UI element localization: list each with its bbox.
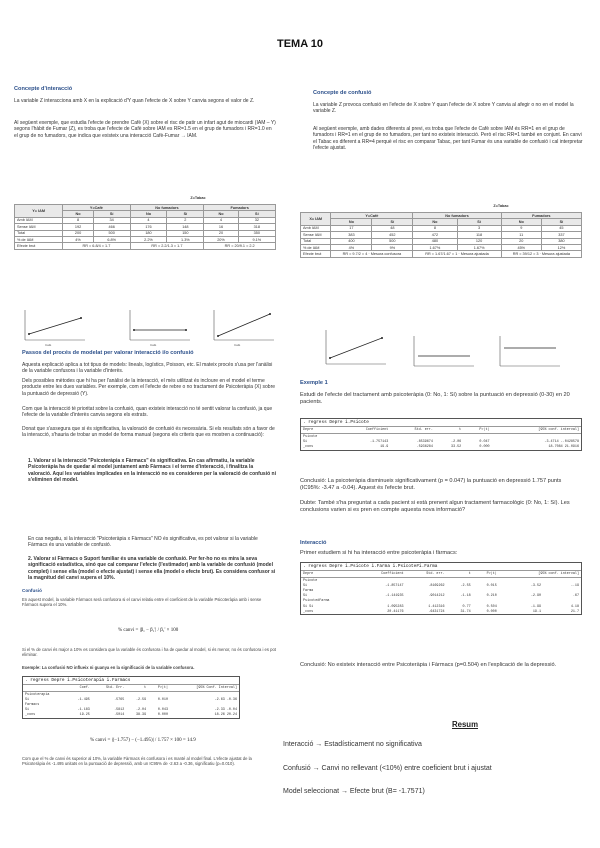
regression-column-header: [95% conf. interval] — [499, 571, 581, 578]
regression-value: -2.55 — [460, 583, 471, 588]
regression-value: -1.18 — [460, 594, 471, 599]
regression-column-header: [95% Conf. Interval] — [170, 685, 239, 692]
interaction-heading: Concepte d'interacció — [14, 86, 73, 92]
regression-column-header: t — [447, 571, 473, 578]
table-cell: 2.2% — [130, 236, 167, 242]
table-cell: 2 — [167, 217, 204, 223]
interaction-paragraph-1: La variable Z interacciona amb X en la explicació d'Y quan l'efecte de X sobre Y canvia segons el valor de Z. — [14, 98, 255, 104]
summary-line-confusion: Confusió → Canvi no rellevant (<10%) entre coeficient brut i ajustat — [283, 765, 492, 772]
row-label: Total — [15, 230, 63, 236]
effect-cell: RR = 1.67/1.67 = 1 · Mesura ajustada — [413, 251, 501, 257]
regression-column-header: [95% conf. interval] — [492, 427, 581, 434]
regression-column-header: Std. Err. — [92, 685, 126, 692]
confusion-crude-plot — [316, 328, 388, 372]
confusion-note-heading: Confusió — [22, 588, 42, 593]
regression-column-header: P>|t| — [148, 685, 170, 692]
table-cell: 472 — [413, 232, 457, 238]
example-note: Exemple: La confusió NO influeix ni guanya en la significació de la variable confusora. — [22, 665, 195, 670]
table-cell: 192 — [63, 224, 94, 230]
table-cell: 8 — [63, 217, 94, 223]
table-cell: 337 — [541, 232, 581, 238]
regression-term: Psicoterapia — [25, 692, 50, 697]
regression-value: .6431724 — [428, 609, 445, 614]
column-header: Sí — [372, 219, 413, 225]
regression-value: .5812 — [114, 708, 125, 713]
regression-value: -2.06 — [451, 439, 462, 444]
table-cell: 20 — [204, 230, 238, 236]
final-paragraph: Com que el % de canvi és superior al 10%, la variable Fàrmacs és confusora i es manté al model final. L'efecte ajustat de la Psicoteràpia és -1.495 unitats en la puntuació de depressió, amb un IC95% de -2.63 a -0.36, significatiu (p=0.010). — [22, 756, 252, 767]
row-label: Efecte brut — [15, 243, 63, 249]
regression-row — [301, 609, 581, 614]
regression-column-header: P>|t| — [473, 571, 499, 578]
svg-text:Cafè: Cafè — [45, 343, 52, 347]
regression-command: . regress Depre i.Psicote i.Farma i.Psicote#i.Farma — [301, 563, 581, 571]
regression-value: 0.77 — [462, 604, 471, 609]
effect-cell: RR = 9.7/2 = 4 · Mesura confusora — [331, 251, 413, 257]
regression-value: 0.043 — [157, 708, 168, 713]
table-top-header: Z=Tabac — [190, 196, 206, 200]
confusion-paragraph-1: La variable Z provoca confusió en l'efecte de X sobre Y quan l'efecte de X sobre Y canvia al afegir o no en el model la variable Z. — [313, 102, 574, 115]
after-formula-note: Si el % de canvi és major a 10% es considera que la variable és confusora i ha de quedar al model, si és menor, no és confusora i es pot eliminar. — [22, 647, 276, 658]
column-header: Sí — [457, 219, 501, 225]
regression-value: 20.41176 — [387, 609, 404, 614]
regression-value: .5936284 — [416, 444, 433, 449]
regression-term: _cons — [25, 713, 36, 718]
regression-value: 1.412316 — [428, 604, 445, 609]
table-top-header: Z=Tabac — [493, 204, 509, 208]
regression-table — [23, 685, 239, 718]
adjusted-regression-output — [22, 676, 240, 719]
regression-term: Si — [25, 708, 30, 713]
regression-value: .5014 — [114, 713, 125, 718]
confusion-non-smokers-plot — [404, 334, 476, 372]
effect-cell: RR = 39/12 = 3 · Mesura ajustada — [501, 251, 581, 257]
table-cell: 180 — [130, 230, 167, 236]
confusion-heading: Concepte de confusió — [313, 90, 372, 96]
column-header: No — [331, 219, 372, 225]
regression-value: -1.99 — [530, 604, 542, 609]
row-label: % de IAM — [15, 236, 63, 242]
steps-paragraph-4: Donat que s'assegura que si és significativa, la valoració de confusió és necessària. Si els resultats són a favor de la interacció, s'hauria de trobar un model de forma manual (segons els criteris que es mostren a continuació): — [22, 426, 275, 439]
regression-row — [301, 444, 581, 449]
regression-value: -2.90 — [530, 594, 542, 599]
regression-value: 31.74 — [460, 609, 471, 614]
effect-cell: RR = 2.2/1.3 = 1.7 — [130, 243, 204, 249]
regression-value: 33.52 — [451, 444, 462, 449]
regression-table — [301, 571, 581, 614]
table-cell: 500 — [372, 238, 413, 244]
regression-value: 0.047 — [479, 439, 490, 444]
regression-value: 18.26 20.24 — [214, 713, 237, 718]
regression-value: 0.015 — [486, 583, 497, 588]
column-header: No — [204, 211, 238, 217]
column-header: Sí — [541, 219, 581, 225]
regression-value: -2.59 — [135, 697, 147, 702]
interaction-example-heading: Interacció — [300, 540, 327, 546]
table-cell: 1.67% — [413, 244, 457, 250]
row-header: X= IAM — [301, 213, 331, 226]
regression-term: Farmacs — [25, 702, 40, 707]
steps-paragraph-3: Com que la interacció té prioritat sobre la confusió, quan existeix interacció no té sentit valorar la confusió, ja que l'efecte de la variable d'interès canvia segons els estrats. — [22, 406, 273, 419]
regression-value: 0.000 — [479, 444, 490, 449]
table-row — [15, 243, 276, 249]
table-cell: 34 — [93, 217, 130, 223]
regression-value: 0.000 — [157, 713, 168, 718]
non-smokers-effect-plot — [120, 306, 192, 348]
table-cell: 480 — [413, 238, 457, 244]
table-cell: 120 — [457, 238, 501, 244]
regression-value: -1.757143 — [369, 439, 389, 444]
regression-value: .8539674 — [416, 439, 433, 444]
confusion-note: En aquest model, la variable Fàrmacs serà confusora si el canvi relatiu entre el coeficient de la variable Psicoteràpia amb i sense Fàrmacs supera el 10%. — [22, 597, 262, 608]
steps-paragraph-1: Aquesta explicació aplica a tot tipus de models: lineals, logístics, Poisson, etc. El mateix procés s'usa per l'anàlisi de la variable confusora i la variable d'interès. — [22, 362, 273, 375]
table-cell: 4 — [130, 217, 167, 223]
regression-value: -2.33 -0.04 — [214, 708, 237, 713]
table-cell: 176 — [130, 224, 167, 230]
table-cell: 4 — [204, 217, 238, 223]
crude-header: Y=Cafè — [331, 213, 413, 219]
svg-text:Cafè: Cafè — [150, 343, 157, 347]
interaction-regression-output — [300, 562, 582, 615]
table-cell: 45% — [501, 244, 541, 250]
stratum-header: Fumadors — [501, 213, 581, 219]
row-label: Sense IAM — [15, 224, 63, 230]
step-1: 1. Valorar si la interacció "Psicoteràpia x Fàrmacs" és significativa. En cas afirmatiu, la variable Psicoteràpia ha de quedar al model juntament amb Fàrmacs i el terme d'interacció, i finalitza la valoració. Aquí les variables implicades en la interacció no es consideren per la valoració de confusió ni s'eliminen del model. — [28, 458, 276, 484]
regression-row — [23, 713, 239, 718]
regression-value: 19.9 — [380, 444, 389, 449]
steps-paragraph-2: Dels possibles mètodes que hi ha per l'anàlisi de la interacció, el més utilitzat és incloure en el model el terme producte entre les dues variables. Per exemple, com el l'efecte de rebre o no tractament de Psicoteràpia (X) sobre la puntuació de depressió (Y). — [22, 378, 276, 397]
regression-column-header: Depre — [301, 571, 357, 578]
regression-column-header: P>|t| — [463, 427, 491, 434]
regression-command: . regress Depre i.Psicote — [301, 419, 581, 427]
regression-column-header: Coefficient — [337, 427, 390, 434]
column-header: No — [130, 211, 167, 217]
regression-value: 19.1 — [532, 609, 542, 614]
table-cell: 350 — [238, 230, 275, 236]
crude-effect-plot — [15, 306, 87, 348]
table-cell: 4% — [63, 236, 94, 242]
regression-term: Si — [303, 594, 308, 599]
table-cell: 318 — [238, 224, 275, 230]
regression-value: -3.4714 -.0428578 — [544, 439, 579, 444]
interaction-paragraph-2: Al següent exemple, que estudia l'efecte de prendre Cafè (X) sobre el risc de patir un infart agut de miocardi (IAM – Y) segons l'hàbit de Fumar (Z), es troba que l'efecte de Cafè sobre IAM es RR=1.5 en el grup de fumadors i RR=1.0 en el grup de no fumadors, que indica que existeix una interacció Cafè-Fumar → IAM. — [14, 120, 276, 139]
regression-value: .8169262 — [428, 583, 445, 588]
regression-term: Si — [303, 439, 308, 444]
table-cell: 1.3% — [167, 236, 204, 242]
row-label: Amb IAM — [15, 217, 63, 223]
column-header: Sí — [167, 211, 204, 217]
table-cell: 32 — [238, 217, 275, 223]
regression-value: 0.010 — [157, 697, 168, 702]
regression-term: Si Si — [303, 604, 314, 609]
conclusion-1: Conclusió: La psicoteràpia disminueix significativament (p = 0.047) la puntuació en depressió 1.757 punts (IC95%: -3.47 a -0.04). Aquest és l'efecte brut. — [300, 478, 562, 491]
regression-value: 38.39 — [135, 713, 147, 718]
regression-term: _cons — [303, 444, 314, 449]
table-cell: 8 — [413, 225, 457, 231]
table-cell: 20% — [204, 236, 238, 242]
table-cell: 11 — [501, 232, 541, 238]
regression-term: Psicote — [303, 578, 318, 583]
table-cell: 380 — [541, 238, 581, 244]
regression-value: -.19 — [570, 583, 579, 588]
example-heading: Exemple 1 — [300, 380, 328, 386]
regression-column-header: Coef. — [67, 685, 92, 692]
regression-value: -2.63 -0.36 — [214, 697, 237, 702]
table-cell: 48 — [372, 225, 413, 231]
confusion-paragraph-2: Al següent exemple, amb dades diferents al previ, es troba que l'efecte de Cafè sobre IAM és RR=1 en el grup de fumadors i RR=1 en el grup de no fumadors, per tant no existeix interacció. Però el risc RR=1 també en conjunt. En canvi el Tabac es diferent a RR=4 perquè el risc en comparar Tabac, per tant Fumar és una variable de confusió i cal interpretar l'efecte ajustat. — [313, 126, 583, 152]
regression-column-header: Std. err. — [406, 571, 447, 578]
regression-value: 19.25 — [79, 713, 90, 718]
regression-value: 18.7084 21.0916 — [548, 444, 579, 449]
steps-heading: Passos del procés de modelat per valorar interacció i/o confusió — [22, 350, 194, 356]
row-label: Sense IAM — [301, 232, 331, 238]
regression-value: 0.000 — [486, 609, 497, 614]
regression-value: 0.210 — [486, 594, 497, 599]
regression-value: -1.183 — [77, 708, 90, 713]
table-cell: 17 — [331, 225, 372, 231]
table-cell: 9.1% — [238, 236, 275, 242]
summary-heading: Resum — [452, 720, 478, 729]
effect-cell: RR = 20/9.1 = 2.2 — [204, 243, 276, 249]
regression-term: Farma — [303, 588, 314, 593]
table-cell: 9 — [501, 225, 541, 231]
table-cell: 500 — [93, 230, 130, 236]
table-cell: 12% — [541, 244, 581, 250]
change-calculation: % canvi = |(−1.757) − (−1.495)| / 1.757 × 100 = 14.9 — [90, 738, 196, 743]
regression-column-header: Coefficient — [357, 571, 406, 578]
doubt-paragraph: Dubte: També s'ha preguntat a cada pacient si està prenent algun tractament farmacològic (0: No, 1: Sí). Les conclusions varien si es pren en compte aquesta nova informació? — [300, 500, 570, 513]
table-cell: 45 — [541, 225, 581, 231]
regression-term: Si — [303, 583, 308, 588]
regression-value: 21.7 — [570, 609, 579, 614]
regression-column-header: Depre — [301, 427, 337, 434]
change-formula: % canvi = |β₁ − β₁'| / β₁' × 100 — [118, 628, 179, 633]
regression-column-header: Std. err. — [390, 427, 435, 434]
crude-header: Y=Cafè — [63, 205, 130, 211]
regression-column-header: t — [126, 685, 148, 692]
effect-cell: RR = 6.8/4 = 1.7 — [63, 243, 130, 249]
table-cell: 466 — [93, 224, 130, 230]
regression-term: Si — [25, 697, 30, 702]
page-title: TEMA 10 — [276, 38, 324, 50]
row-label: Total — [301, 238, 331, 244]
regression-value: -1.141935 — [385, 594, 404, 599]
row-header: Y= IAM — [15, 205, 63, 218]
table-cell: 16 — [204, 224, 238, 230]
column-header: No — [63, 211, 94, 217]
regression-table — [301, 427, 581, 450]
stratum-header: No fumadors — [413, 213, 501, 219]
regression-term: _cons — [303, 609, 314, 614]
table-cell: 3 — [457, 225, 501, 231]
regression-command: . regress Depre i.Psicoterapia i.Farmacs — [23, 677, 239, 685]
conclusion-2: Conclusió: No existeix interacció entre Psicoteràpia i Fàrmacs (p=0.504) en l'explicació de la depressió. — [300, 662, 557, 668]
row-label: % de IAM — [301, 244, 331, 250]
table-cell: 20 — [501, 238, 541, 244]
step-1-negative: En cas negatiu, si la interacció "Psicoteràpia x Fàrmacs" NO és significativa, es pot valorar si la variable Fàrmacs és una variable de confusió. — [28, 536, 258, 549]
regression-value: -1.857147 — [385, 583, 404, 588]
regression-value: .5765 — [114, 697, 125, 702]
regression-value: 1.095283 — [387, 604, 404, 609]
regression-value: 4.18 — [570, 604, 579, 609]
regression-value: .67 — [572, 594, 579, 599]
regression-term: Psicote — [303, 434, 318, 439]
column-header: No — [501, 219, 541, 225]
row-label: Efecte brut — [301, 251, 331, 257]
table-cell: 400 — [331, 238, 372, 244]
table-cell: 1.67% — [457, 244, 501, 250]
contingency-table — [14, 204, 276, 250]
summary-line-model: Model seleccionat → Efecte brut (B= -1.7571) — [283, 788, 425, 795]
step-2: 2. Valorar si Fàrmacs o Suport familiar és una variable de confusió. Per fer-ho no es mira la seva significació estadística, sinó que cal comparar l'efecte (l'estimador) amb la variable de confusió (model complet) i sense ella (model o efecte ajustat) i sense ella (model o efecte brut). Es considera confusor si la magnitud del canvi supera el 10%. — [28, 556, 276, 582]
confusion-smokers-plot — [490, 334, 562, 372]
table-cell: 4% — [331, 244, 372, 250]
regression-value: .9014212 — [428, 594, 445, 599]
regression-value: -2.04 — [135, 708, 147, 713]
regression-value: -3.52 — [530, 583, 542, 588]
table-cell: 148 — [167, 224, 204, 230]
contingency-table — [300, 212, 582, 258]
table-cell: 9% — [372, 244, 413, 250]
summary-line-interaction: Interacció → Estadísticament no significativa — [283, 741, 422, 748]
crude-regression-output — [300, 418, 582, 451]
stratum-header: No fumadors — [130, 205, 204, 211]
smokers-effect-plot — [204, 306, 276, 348]
column-header: Sí — [93, 211, 130, 217]
table-cell: 150 — [167, 230, 204, 236]
table-cell: 6.8% — [93, 236, 130, 242]
regression-value: -1.495 — [77, 697, 90, 702]
example-paragraph: Estudi de l'efecte del tractament amb psicoteràpia (0: No, 1: Sí) sobre la puntuació en depressió (0-30) en 20 pacients. — [300, 392, 570, 405]
table-cell: 200 — [63, 230, 94, 236]
stratum-header: Fumadors — [204, 205, 276, 211]
regression-column-header: t — [435, 427, 463, 434]
interaction-example-paragraph: Primer estudiem si hi ha interacció entre psicoteràpia i fàrmacs: — [300, 550, 458, 556]
table-row — [301, 251, 582, 257]
regression-term: Psicote#Farma — [303, 599, 330, 604]
table-cell: 383 — [331, 232, 372, 238]
table-cell: 452 — [372, 232, 413, 238]
regression-value: 0.504 — [486, 604, 497, 609]
column-header: No — [413, 219, 457, 225]
svg-text:Cafè: Cafè — [234, 343, 241, 347]
table-cell: 118 — [457, 232, 501, 238]
column-header: Sí — [238, 211, 275, 217]
row-label: Amb IAM — [301, 225, 331, 231]
